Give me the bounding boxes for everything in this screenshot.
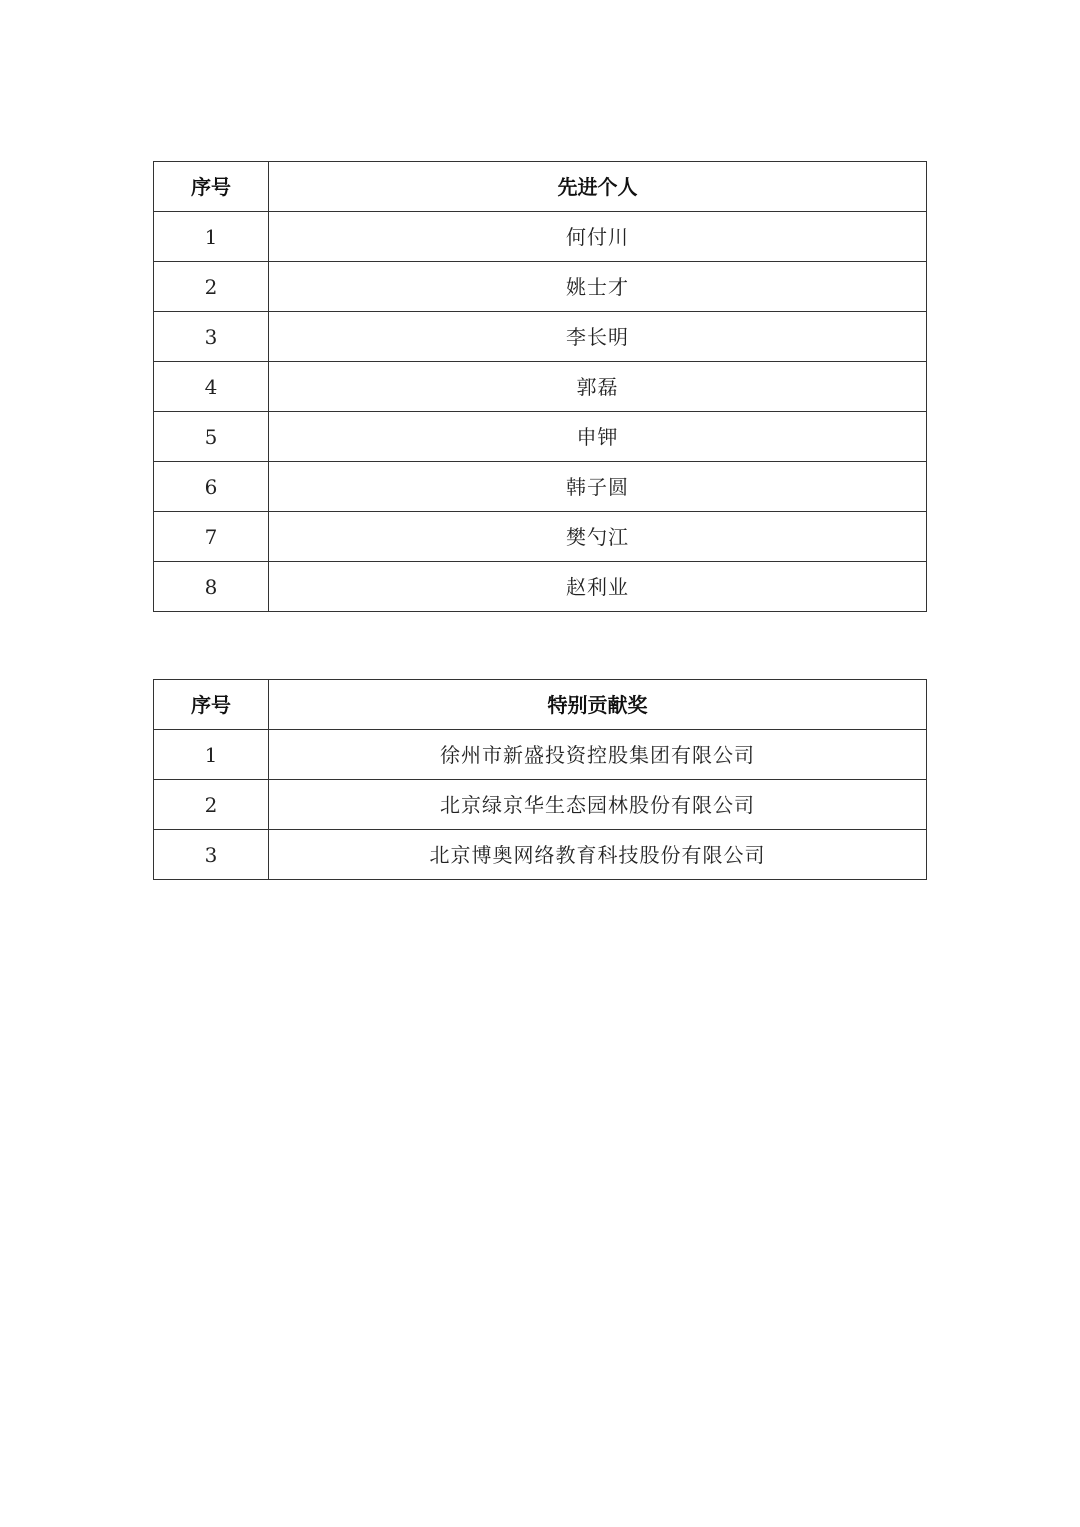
table-row: [154, 512, 927, 562]
table-row: [154, 562, 927, 612]
company-name: 北京绿京华生态园林股份有限公司: [269, 780, 927, 830]
individual-name: 韩子圆: [269, 462, 927, 512]
row-index: 1: [154, 730, 269, 780]
table-row: [154, 412, 927, 462]
table-row: [154, 262, 927, 312]
row-index: 6: [154, 462, 269, 512]
special-contribution-table: [153, 679, 927, 880]
index-column-header: 序号: [154, 162, 269, 212]
company-name: 北京博奥网络教育科技股份有限公司: [269, 830, 927, 880]
table-row: [154, 830, 927, 880]
table-row: [154, 312, 927, 362]
row-index: 2: [154, 780, 269, 830]
individual-name: 赵利业: [269, 562, 927, 612]
row-index: 8: [154, 562, 269, 612]
individual-name: 樊勺江: [269, 512, 927, 562]
table-row: [154, 780, 927, 830]
individual-name: 李长明: [269, 312, 927, 362]
index-column-header: 序号: [154, 680, 269, 730]
table-row: [154, 362, 927, 412]
individual-column-header: 先进个人: [269, 162, 927, 212]
advanced-individuals-table: [153, 161, 927, 612]
row-index: 4: [154, 362, 269, 412]
table-header-row: [154, 680, 927, 730]
table-row: [154, 462, 927, 512]
table-row: [154, 212, 927, 262]
row-index: 3: [154, 312, 269, 362]
row-index: 1: [154, 212, 269, 262]
special-award-column-header: 特别贡献奖: [269, 680, 927, 730]
individual-name: 姚士才: [269, 262, 927, 312]
row-index: 5: [154, 412, 269, 462]
table-row: [154, 730, 927, 780]
row-index: 3: [154, 830, 269, 880]
individual-name: 何付川: [269, 212, 927, 262]
table-header-row: [154, 162, 927, 212]
company-name: 徐州市新盛投资控股集团有限公司: [269, 730, 927, 780]
row-index: 7: [154, 512, 269, 562]
row-index: 2: [154, 262, 269, 312]
individual-name: 申钾: [269, 412, 927, 462]
individual-name: 郭磊: [269, 362, 927, 412]
